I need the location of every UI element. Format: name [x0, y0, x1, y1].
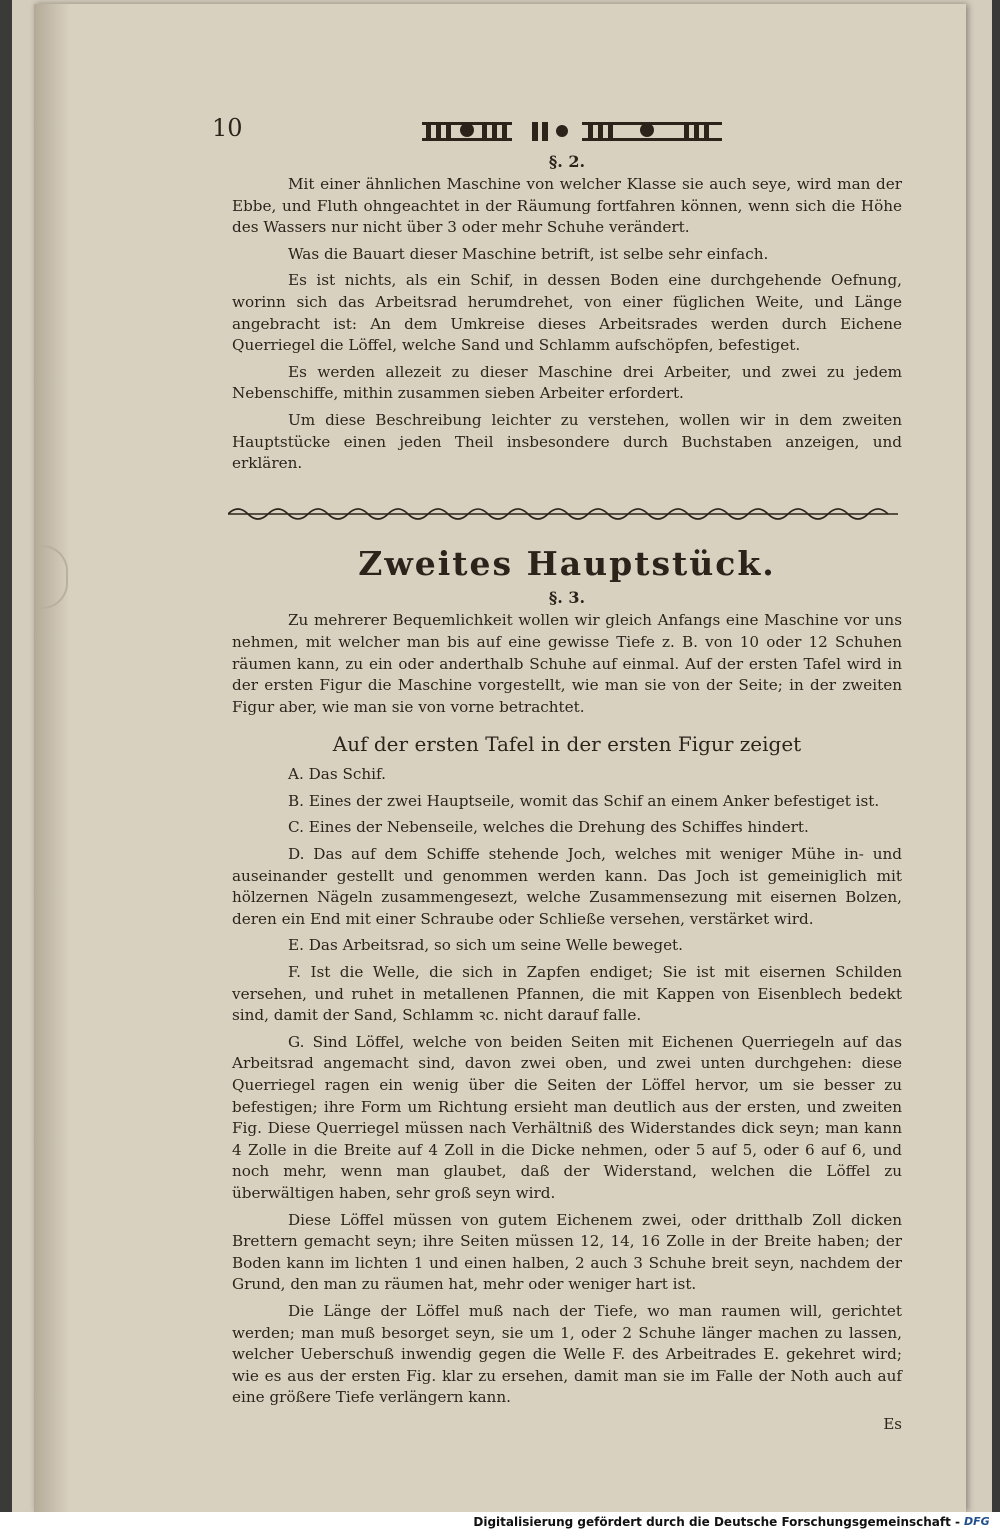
page-header [212, 110, 902, 150]
page-content [212, 110, 902, 1436]
header-ornament-icon [422, 118, 722, 146]
page-binding-shadow [34, 4, 70, 1512]
paragraph: Es werden allezeit zu dieser Maschine drei Arbeiter, und zwei zu jedem Nebenschiffe, mithin zusammen sieben Arbeiter erfordert. [232, 362, 902, 403]
paragraph: Um diese Beschreibung leichter zu verstehen, wollen wir in dem zweiten Hauptstücke einen jeden Theil insbesondere durch Buchstaben anzeigen, und erklären. [232, 410, 902, 473]
section-heading-2: §. 2. [548, 152, 586, 171]
legend-item: A. Das Schif. [288, 765, 386, 784]
legend-item: B. Eines der zwei Hauptseile, womit das Schif an einem Anker befestiget ist. [288, 791, 880, 810]
legend-item: C. Eines der Nebenseile, welches die Drehung des Schiffes hindert. [288, 818, 809, 837]
legend-item: Die Länge der Löffel muß nach der Tiefe, wo man raumen will, gerichtet werden; man muß besorget seyn, sie um 1, oder 2 Schuhe länger machen zu lassen, welcher Ueberschuß inwendig gegen die Welle F. des Arbeitrades E. gekehret wird; wie es aus der ersten Fig. klar zu ersehen, damit man sie im Falle der Noth auch auf eine größere Tiefe verlängern kann. [232, 1301, 902, 1407]
legend-item: D. Das auf dem Schiffe stehende Joch, welches mit weniger Mühe in- und auseinander gestellt und genommen werden kann. Das Joch ist gemeiniglich mit hölzernen Nägeln zusammengesezt, welche Zusammensezung mit eisernen Bolzen, deren ein End mit einer Schraube oder Schließe versehen, verstärket wird. [232, 845, 902, 928]
chapter-title: Zweites Hauptstück. [358, 544, 776, 584]
figure-subheading: Auf der ersten Tafel in der ersten Figur zeiget [332, 732, 802, 757]
page-number: 10 [212, 114, 243, 142]
legend-item: E. Das Arbeitsrad, so sich um seine Welle beweget. [288, 936, 683, 955]
catchword: Es [883, 1414, 902, 1433]
section-heading-3: §. 3. [548, 588, 586, 608]
legend-item: F. Ist die Welle, die sich in Zapfen endiget; Sie ist mit eisernen Schilden versehen, und ruhet in metallenen Pfannen, die mit Kappen von Eisenblech bedekt sind, damit der Sand, Schlamm ꝛc. nicht darauf falle. [232, 963, 902, 1025]
paragraph: Zu mehrerer Bequemlichkeit wollen wir gleich Anfangs eine Maschine vor uns nehmen, mit welcher man bis auf eine gewisse Tiefe z. B. von 10 oder 12 Schuhen räumen kann, zu ein oder anderthalb Schuhe auf einmal. Auf der ersten Tafel wird in der ersten Figur die Maschine vorgestellt, wie man sie von der Seite; in der zweiten Figur aber, wie man sie von vorne betrachtet. [232, 611, 902, 716]
legend-item: G. Sind Löffel, welche von beiden Seiten mit Eichenen Querriegeln auf das Arbeitsrad angemacht sind, davon zwei oben, und zwei unten durchgehen: diese Querriegel ragen ein wenig über die Seiten der Löffel hervor, um sie besser zu befestigen; ihre Form um Richtung ersieht man deutlich aus der ersten, und zweiten Fig. Diese Querriegel müssen nach Verhältniß des Widerstandes dick seyn; man kann 4 Zolle in die Breite auf 4 Zoll in die Dicke nehmen, oder 5 auf 5, oder 6 auf 6, und noch mehr, wenn man glaubet, daß der Widerstand, welchen die Löffel zu überwältigen haben, sehr groß seyn wird. [232, 1032, 902, 1202]
dfg-logo-icon: DFG [964, 1515, 990, 1528]
paragraph: Was die Bauart dieser Maschine betrift, ist selbe sehr einfach. [288, 244, 769, 263]
legend-item: Diese Löffel müssen von gutem Eichenem zwei, oder dritthalb Zoll dicken Brettern gemacht seyn; ihre Seiten müssen 12, 14, 16 Zolle in der Breite haben; der Boden kann im lichten 1 und einen halben, 2 auch 3 Schuhe breit seyn, nachdem der Grund, den man zu räumen hat, mehr oder weniger hart ist. [232, 1210, 902, 1294]
paragraph: Mit einer ähnlichen Maschine von welcher Klasse sie auch seye, wird man der Ebbe, und Fluth ohngeachtet in der Räumung fortfahren können, wenn sich die Höhe des Wassers nur nicht über 3 oder mehr Schuhe verändert. [232, 175, 902, 237]
decorative-rule-icon [228, 502, 898, 526]
footer-credit: Digitalisierung gefördert durch die Deutsche Forschungsgemeinschaft - [473, 1515, 960, 1529]
paragraph: Es ist nichts, als ein Schif, in dessen Boden eine durchgehende Oefnung, worinn sich das Arbeitsrad herumdrehet, von einer füglichen Weite, und Länge angebracht ist: An dem Umkreise dieses Arbeitsrades werden durch Eichene Querriegel die Löffel, welche Sand und Schlamm aufschöpfen, befestiget. [232, 271, 902, 355]
footer-bar [0, 1512, 1000, 1535]
